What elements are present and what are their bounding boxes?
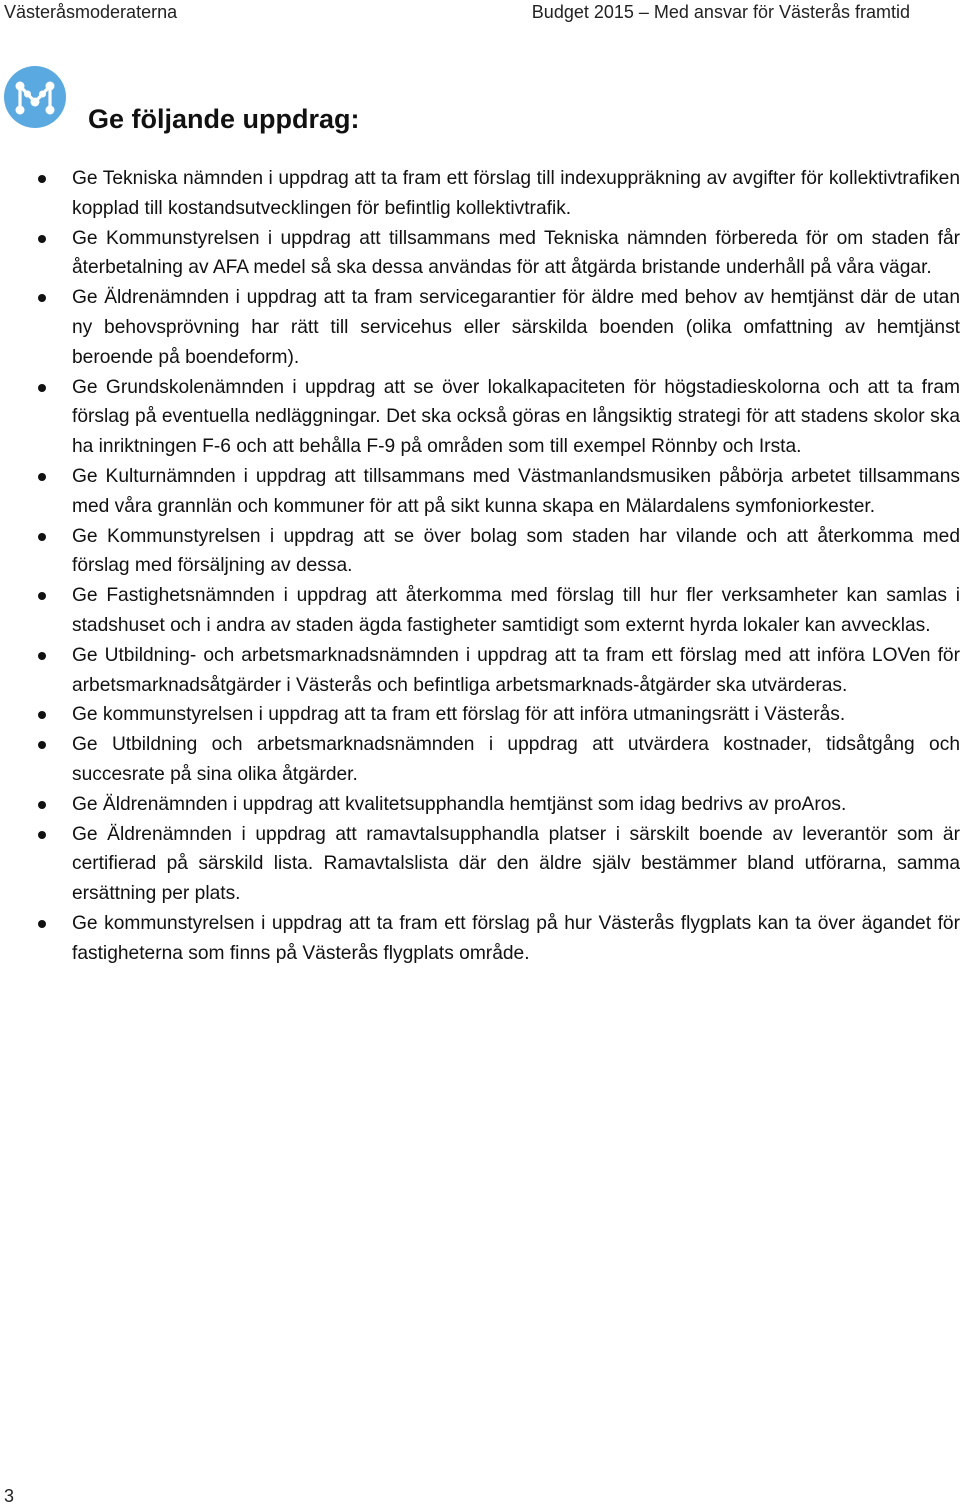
page-number: 3	[4, 1486, 15, 1506]
bullet-icon	[38, 235, 46, 243]
list-item	[72, 462, 960, 522]
bullet-icon	[38, 473, 46, 481]
list-item	[72, 700, 960, 730]
page-header	[0, 0, 960, 26]
section-heading: Ge följande uppdrag:	[88, 104, 360, 134]
bullet-icon	[38, 711, 46, 719]
list-item	[72, 820, 960, 909]
header-right-text: Budget 2015 – Med ansvar för Västerås framtid	[531, 2, 910, 22]
list-item-text: Ge kommunstyrelsen i uppdrag att ta fram ett förslag för att införa utmaningsrätt i Västerås.	[72, 704, 846, 726]
list-item	[72, 581, 960, 641]
bullet-icon	[38, 294, 46, 302]
list-item-text: Ge Tekniska nämnden i uppdrag att ta fram ett förslag till indexuppräkning av avgifter för kollektivtrafiken kopplad till kostandsutvecklingen för befintlig kollektivtrafik.	[72, 168, 960, 219]
list-item-text: Ge Kommunstyrelsen i uppdrag att se över bolag som staden har vilande och att återkomma med förslag med försäljning av dessa.	[72, 525, 960, 577]
list-item	[72, 909, 960, 969]
bullet-icon	[38, 831, 46, 839]
list-item-text: Ge kommunstyrelsen i uppdrag att ta fram ett förslag på hur Västerås flygplats kan ta över ägandet för fastigheterna som finns på Västerås flygplats område.	[72, 912, 960, 964]
list-item	[72, 164, 960, 224]
list-item-text: Ge Äldrenämnden i uppdrag att kvalitetsupphandla hemtjänst som idag bedrivs av proAros.	[72, 793, 847, 815]
bullet-icon	[38, 533, 46, 541]
list-item-text: Ge Utbildning- och arbetsmarknadsnämnden i uppdrag att ta fram ett förslag med att införa LOVen för arbetsmarknadsåtgärder i Västerås och befintliga arbetsmarknads-åtgärder ska utvärderas.	[72, 644, 960, 696]
list-item	[72, 224, 960, 284]
list-item	[72, 522, 960, 582]
bullet-icon	[38, 741, 46, 749]
list-item-text: Ge Äldrenämnden i uppdrag att ta fram servicegarantier för äldre med behov av hemtjänst där de utan ny behovsprövning har rätt till servicehus eller särskilda boenden (olika omfattning av hemtjänst beroende på boendeform).	[72, 287, 960, 368]
list-item-text: Ge Kulturnämnden i uppdrag att tillsammans med Västmanlandsmusiken påbörja arbetet tillsammans med våra grannlän och kommuner för att på sikt kunna skapa en Mälardalens symfoniorkester.	[72, 465, 960, 517]
bullet-icon	[38, 652, 46, 660]
bullet-icon	[38, 592, 46, 600]
list-item	[72, 283, 960, 372]
bullet-icon	[38, 801, 46, 809]
moderaterna-m-logo-icon	[4, 66, 66, 128]
bullet-icon	[38, 384, 46, 392]
list-item-text: Ge Kommunstyrelsen i uppdrag att tillsammans med Tekniska nämnden förbereda för om staden får återbetalning av AFA medel så ska dessa användas för att åtgärda bristande underhåll på våra vägar.	[72, 227, 960, 279]
list-item-text: Ge Utbildning och arbetsmarknadsnämnden i uppdrag att utvärdera kostnader, tidsåtgång och succesrate på sina olika åtgärder.	[72, 734, 960, 785]
list-item-text: Ge Äldrenämnden i uppdrag att ramavtalsupphandla platser i särskilt boende av leverantör som är certifierad på särskild lista. Ramavtalslista där den äldre själv bestämmer bland utförarna, samma ersättning per plats.	[72, 823, 960, 905]
bullet-icon	[38, 920, 46, 928]
list-item	[72, 373, 960, 462]
list-item	[72, 641, 960, 701]
list-item	[72, 790, 960, 820]
list-item-text: Ge Grundskolenämnden i uppdrag att se över lokalkapaciteten för högstadieskolorna och att ta fram förslag på eventuella nedläggningar. Det ska också göras en långsiktig strategi för att stadens skolor ska ha inriktningen F-6 och att behålla F-9 på områden som till exempel Rönnby och Irsta.	[72, 376, 960, 458]
header-left-text: Västeråsmoderaterna	[4, 2, 178, 22]
bullet-icon	[38, 175, 46, 183]
list-item	[72, 730, 960, 790]
assignment-list	[72, 164, 960, 969]
list-item-text: Ge Fastighetsnämnden i uppdrag att återkomma med förslag till hur fler verksamheter kan samlas i stadshuset och i andra av staden ägda fastigheter samtidigt som externt hyrda lokaler kan avvecklas.	[72, 585, 960, 636]
